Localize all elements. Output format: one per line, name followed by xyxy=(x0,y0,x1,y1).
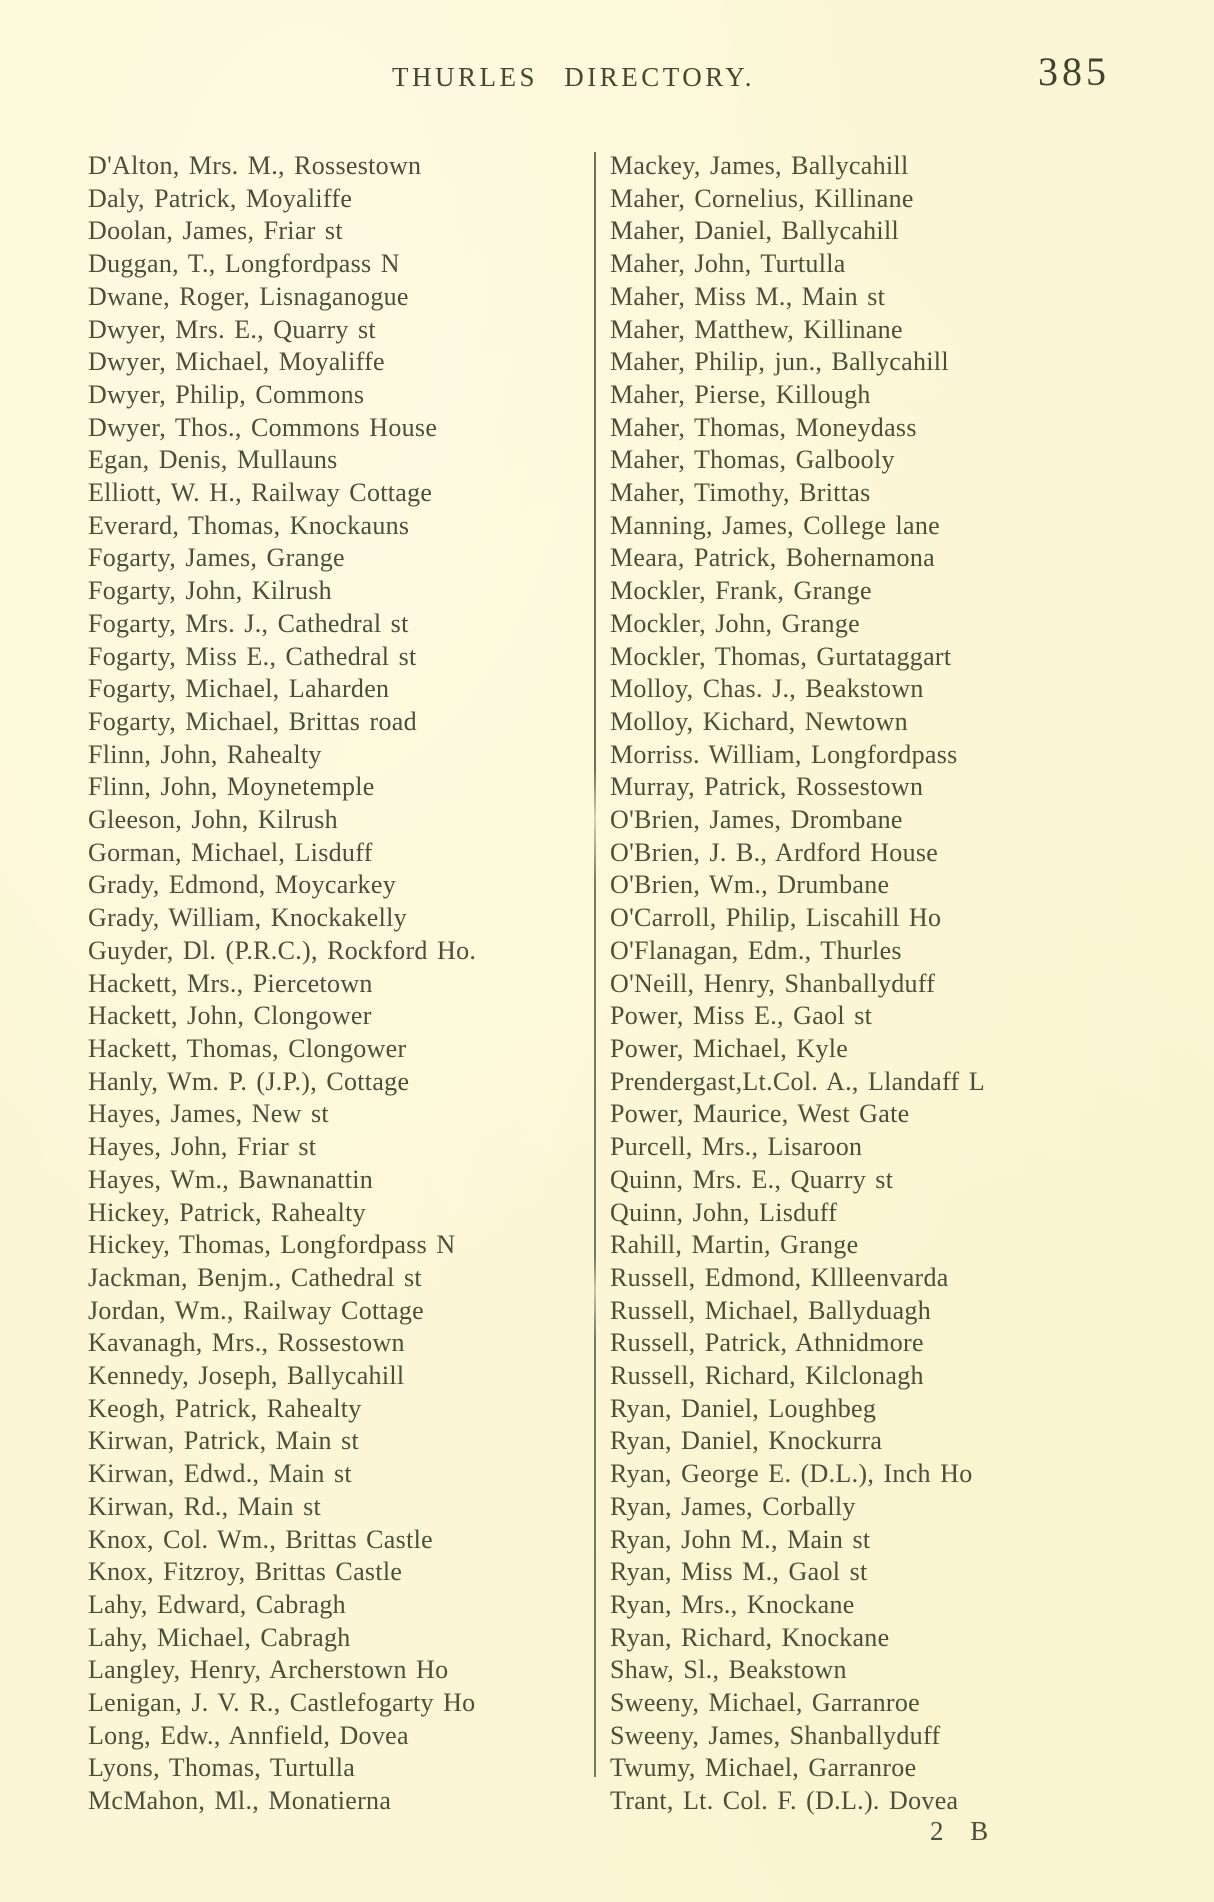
directory-entry: McMahon, Ml., Monatierna xyxy=(88,1786,392,1816)
directory-entry: Quinn, Mrs. E., Quarry st xyxy=(610,1164,894,1194)
directory-entry: Hickey, Patrick, Rahealty xyxy=(88,1197,366,1227)
directory-entry: Hackett, Mrs., Piercetown xyxy=(88,968,373,998)
directory-entry: Long, Edw., Annfield, Dovea xyxy=(88,1720,409,1750)
directory-entry: Maher, Philip, jun., Ballycahill xyxy=(610,347,949,377)
directory-entry: Power, Miss E., Gaol st xyxy=(610,1001,873,1031)
directory-entry: Hanly, Wm. P. (J.P.), Cottage xyxy=(88,1066,410,1096)
directory-entry: Rahill, Martin, Grange xyxy=(610,1230,859,1260)
directory-entry: Kavanagh, Mrs., Rossestown xyxy=(88,1328,405,1358)
directory-entry: Kirwan, Edwd., Main st xyxy=(88,1459,352,1489)
directory-entry: Russell, Michael, Ballyduagh xyxy=(610,1295,932,1325)
directory-entry: Flinn, John, Rahealty xyxy=(88,739,322,769)
directory-entry: O'Brien, Wm., Drumbane xyxy=(610,870,890,900)
column-divider-rule xyxy=(594,152,596,1777)
directory-entry: O'Carroll, Philip, Liscahill Ho xyxy=(610,903,942,933)
page-title: THURLES DIRECTORY. xyxy=(392,62,756,92)
directory-entry: Maher, Miss M., Main st xyxy=(610,281,886,311)
page-number: 385 xyxy=(1038,49,1110,94)
directory-entry: Fogarty, Mrs. J., Cathedral st xyxy=(88,608,409,638)
directory-entry: Russell, Edmond, Kllleenvarda xyxy=(610,1262,949,1292)
directory-entry: Knox, Col. Wm., Brittas Castle xyxy=(88,1524,433,1554)
directory-entry: Purcell, Mrs., Lisaroon xyxy=(610,1132,863,1162)
directory-entry: Morriss. William, Longfordpass xyxy=(610,739,958,769)
directory-entry: Mockler, Frank, Grange xyxy=(610,576,872,606)
directory-entry: Grady, Edmond, Moycarkey xyxy=(88,870,396,900)
directory-entry: Knox, Fitzroy, Brittas Castle xyxy=(88,1557,403,1587)
directory-entry: Mockler, John, Grange xyxy=(610,608,860,638)
directory-entry: Fogarty, John, Kilrush xyxy=(88,576,332,606)
directory-entry: Maher, Thomas, Galbooly xyxy=(610,445,895,475)
directory-entry: Prendergast,Lt.Col. A., Llandaff L xyxy=(610,1066,985,1096)
directory-entry: O'Neill, Henry, Shanballyduff xyxy=(610,968,936,998)
directory-entry: Daly, Patrick, Moyaliffe xyxy=(88,183,353,213)
directory-entry: Murray, Patrick, Rossestown xyxy=(610,772,924,802)
directory-column-left xyxy=(88,150,593,1818)
directory-entry: Hayes, Wm., Bawnanattin xyxy=(88,1164,374,1194)
directory-entry: Dwane, Roger, Lisnaganogue xyxy=(88,281,409,311)
directory-entry: Mackey, James, Ballycahill xyxy=(610,151,909,180)
directory-entry: Fogarty, Michael, Brittas road xyxy=(88,706,417,736)
directory-entry: Ryan, Daniel, Knockurra xyxy=(610,1426,883,1456)
directory-entry: Power, Michael, Kyle xyxy=(610,1033,849,1063)
directory-entry: Lenigan, J. V. R., Castlefogarty Ho xyxy=(88,1688,476,1718)
directory-entry: Lahy, Michael, Cabragh xyxy=(88,1622,351,1652)
directory-entry: Ryan, James, Corbally xyxy=(610,1491,856,1521)
directory-entry: Hickey, Thomas, Longfordpass N xyxy=(88,1230,456,1260)
directory-entry: Egan, Denis, Mullauns xyxy=(88,445,338,475)
directory-entry: Quinn, John, Lisduff xyxy=(610,1197,838,1227)
directory-entry: Mockler, Thomas, Gurtataggart xyxy=(610,641,952,671)
directory-entry: Kirwan, Rd., Main st xyxy=(88,1491,322,1521)
directory-entry: Maher, Matthew, Killinane xyxy=(610,314,903,344)
directory-entry: Maher, Cornelius, Killinane xyxy=(610,183,914,213)
directory-entry: Jordan, Wm., Railway Cottage xyxy=(88,1295,425,1325)
directory-entry: Lyons, Thomas, Turtulla xyxy=(88,1753,356,1783)
directory-entry: Fogarty, James, Grange xyxy=(88,543,345,573)
directory-entry: Doolan, James, Friar st xyxy=(88,216,343,246)
directory-entry: Sweeny, James, Shanballyduff xyxy=(610,1720,941,1750)
directory-entry: Flinn, John, Moynetemple xyxy=(88,772,375,802)
directory-entry: Meara, Patrick, Bohernamona xyxy=(610,543,935,573)
directory-entry: Jackman, Benjm., Cathedral st xyxy=(88,1262,422,1292)
directory-entry: Ryan, Richard, Knockane xyxy=(610,1622,890,1652)
printer-signature-mark: 2 B xyxy=(930,1816,999,1846)
directory-entry: Fogarty, Miss E., Cathedral st xyxy=(88,641,417,671)
directory-entry: Duggan, T., Longfordpass N xyxy=(88,249,400,279)
directory-entry: Shaw, Sl., Beakstown xyxy=(610,1655,847,1685)
directory-entry: Ryan, George E. (D.L.), Inch Ho xyxy=(610,1459,973,1489)
directory-entry: Dwyer, Mrs. E., Quarry st xyxy=(88,314,376,344)
directory-entry: Ryan, Daniel, Loughbeg xyxy=(610,1393,877,1423)
directory-entry: Twumy, Michael, Garranroe xyxy=(610,1753,917,1783)
directory-entry: Hackett, John, Clongower xyxy=(88,1001,372,1031)
directory-entry: Russell, Richard, Kilclonagh xyxy=(610,1361,924,1391)
directory-entry: Maher, Timothy, Brittas xyxy=(610,478,871,508)
directory-entry: Trant, Lt. Col. F. (D.L.). Dovea xyxy=(610,1786,959,1816)
directory-entry: Kennedy, Joseph, Ballycahill xyxy=(88,1361,405,1391)
directory-entry: O'Brien, J. B., Ardford House xyxy=(610,837,939,867)
directory-entry: Ryan, Miss M., Gaol st xyxy=(610,1557,868,1587)
directory-entry: Dwyer, Michael, Moyaliffe xyxy=(88,347,385,377)
directory-entry: Manning, James, College lane xyxy=(610,510,940,540)
directory-entry: Power, Maurice, West Gate xyxy=(610,1099,910,1129)
directory-entry: Hayes, James, New st xyxy=(88,1099,329,1129)
directory-entry: Keogh, Patrick, Rahealty xyxy=(88,1393,362,1423)
directory-entry: Grady, William, Knockakelly xyxy=(88,903,407,933)
directory-entry: Maher, John, Turtulla xyxy=(610,249,846,279)
directory-entry: Maher, Pierse, Killough xyxy=(610,379,871,409)
directory-entry: Everard, Thomas, Knockauns xyxy=(88,510,410,540)
directory-entry: D'Alton, Mrs. M., Rossestown xyxy=(88,151,422,180)
directory-entry: Molloy, Kichard, Newtown xyxy=(610,706,908,736)
directory-entry: Elliott, W. H., Railway Cottage xyxy=(88,478,433,508)
directory-entry: O'Flanagan, Edm., Thurles xyxy=(610,935,902,965)
directory-entry: Dwyer, Thos., Commons House xyxy=(88,412,438,442)
directory-entry: O'Brien, James, Drombane xyxy=(610,805,903,835)
directory-entry: Fogarty, Michael, Laharden xyxy=(88,674,390,704)
directory-entry: Gleeson, John, Kilrush xyxy=(88,805,338,835)
directory-entry: Sweeny, Michael, Garranroe xyxy=(610,1688,920,1718)
directory-entry: Gorman, Michael, Lisduff xyxy=(88,837,373,867)
directory-entry: Maher, Daniel, Ballycahill xyxy=(610,216,899,246)
directory-entry: Russell, Patrick, Athnidmore xyxy=(610,1328,924,1358)
directory-entry: Hackett, Thomas, Clongower xyxy=(88,1033,407,1063)
directory-entry: Ryan, Mrs., Knockane xyxy=(610,1589,855,1619)
directory-entry: Ryan, John M., Main st xyxy=(610,1524,871,1554)
directory-entry: Hayes, John, Friar st xyxy=(88,1132,317,1162)
directory-entry: Molloy, Chas. J., Beakstown xyxy=(610,674,924,704)
directory-column-right xyxy=(610,150,1170,1818)
directory-entry: Lahy, Edward, Cabragh xyxy=(88,1589,346,1619)
directory-entry: Maher, Thomas, Moneydass xyxy=(610,412,917,442)
directory-entry: Kirwan, Patrick, Main st xyxy=(88,1426,360,1456)
directory-entry: Langley, Henry, Archerstown Ho xyxy=(88,1655,449,1685)
directory-entry: Dwyer, Philip, Commons xyxy=(88,379,365,409)
directory-entry: Guyder, Dl. (P.R.C.), Rockford Ho. xyxy=(88,935,477,965)
